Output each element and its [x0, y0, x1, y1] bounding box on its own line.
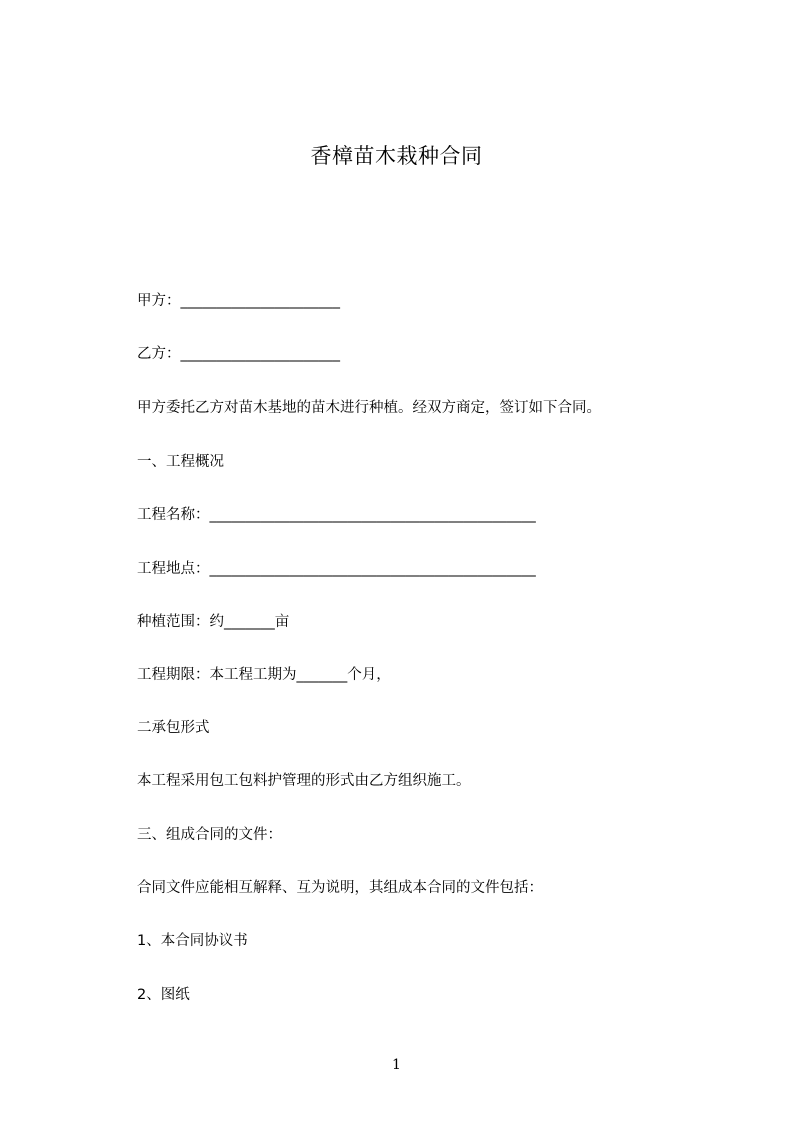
- contract-documents-paragraph: 合同文件应能相互解释、互为说明，其组成本合同的文件包括：: [137, 880, 543, 896]
- list-item-drawings: 2、图纸: [137, 987, 190, 1003]
- page-number: 1: [392, 1057, 401, 1073]
- project-location-line: 工程地点：_____________________________________________: [137, 561, 536, 577]
- list-item-agreement: 1、本合同协议书: [137, 933, 248, 949]
- contract-form-paragraph: 本工程采用包工包料护管理的形式由乙方组织施工。: [137, 773, 471, 789]
- document-title: 香樟苗木栽种合同: [310, 144, 483, 168]
- planting-area-line: 种植范围：约_______亩: [137, 614, 290, 630]
- project-name-line: 工程名称：_____________________________________________: [137, 507, 536, 523]
- intro-paragraph: 甲方委托乙方对苗木基地的苗木进行种植。经双方商定，签订如下合同。: [137, 400, 601, 416]
- project-duration-line: 工程期限：本工程工期为_______个月，: [137, 667, 391, 683]
- section-heading-overview: 一、工程概况: [137, 454, 224, 470]
- party-a-line: 甲方：______________________: [137, 293, 340, 309]
- party-b-line: 乙方：______________________: [137, 346, 340, 362]
- section-heading-contract-form: 二承包形式: [137, 720, 210, 736]
- section-heading-contract-documents: 三、组成合同的文件：: [137, 827, 282, 843]
